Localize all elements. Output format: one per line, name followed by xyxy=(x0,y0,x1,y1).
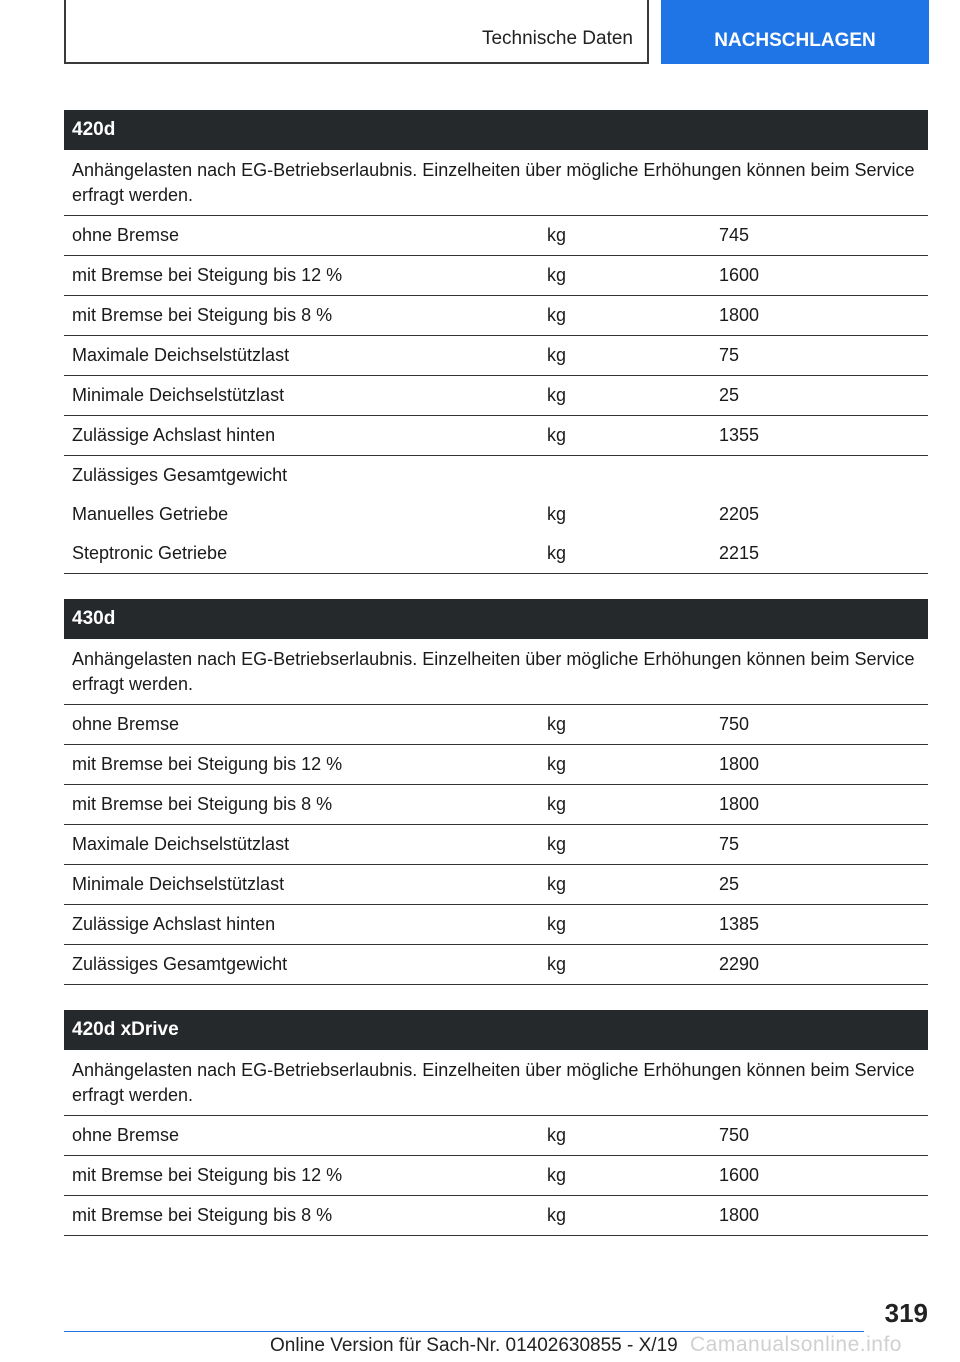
table-row xyxy=(64,1116,928,1156)
footer-divider xyxy=(64,1331,864,1332)
row-value xyxy=(711,456,928,495)
row-unit: kg xyxy=(547,345,567,365)
row-unit: kg xyxy=(547,1165,567,1185)
row-label: mit Bremse bei Steigung bis 12 % xyxy=(72,265,343,285)
row-unit: kg xyxy=(547,794,567,814)
table-row xyxy=(64,1196,928,1236)
table-row xyxy=(64,1156,928,1196)
table-title: 420d xDrive xyxy=(64,1010,928,1050)
table-row xyxy=(64,495,928,534)
row-unit: kg xyxy=(547,305,567,325)
row-unit: kg xyxy=(547,225,567,245)
table-row xyxy=(64,336,928,376)
row-label: mit Bremse bei Steigung bis 12 % xyxy=(72,754,343,774)
row-label: Zulässiges Gesamtgewicht xyxy=(72,465,288,485)
row-value: 2290 xyxy=(719,954,760,974)
row-unit: kg xyxy=(547,385,567,405)
table-intro: Anhängelasten nach EG-Betriebserlaubnis. Einzelheiten über mögliche Erhöhungen können beim Service erfragt werden. xyxy=(64,639,928,705)
table-intro: Anhängelasten nach EG-Betriebserlaubnis. Einzelheiten über mögliche Erhöhungen können beim Service erfragt werden. xyxy=(64,150,928,216)
row-unit: kg xyxy=(547,425,567,445)
row-unit: kg xyxy=(547,504,567,524)
row-value: 750 xyxy=(719,714,750,734)
spec-table-430d xyxy=(64,599,928,985)
table-row xyxy=(64,745,928,785)
online-version-note: Online Version für Sach-Nr. 01402630855 - X/19 xyxy=(270,1335,678,1356)
row-value: 1385 xyxy=(719,914,760,934)
table-row xyxy=(64,296,928,336)
row-unit: kg xyxy=(547,543,567,563)
page-number: 319 xyxy=(884,1298,928,1328)
row-unit: kg xyxy=(547,954,567,974)
watermark-logo: Camanualsonline.info xyxy=(690,1333,902,1356)
row-unit: kg xyxy=(547,265,567,285)
table-row xyxy=(64,945,928,985)
table-row xyxy=(64,216,928,256)
row-value: 1355 xyxy=(719,425,760,445)
row-label: ohne Bremse xyxy=(72,225,180,245)
row-unit xyxy=(539,456,711,495)
chapter-title: Technische Daten xyxy=(481,28,633,49)
row-label: Minimale Deichselstützlast xyxy=(72,874,285,894)
row-value: 75 xyxy=(719,834,740,854)
table-row xyxy=(64,785,928,825)
table-row xyxy=(64,905,928,945)
row-value: 750 xyxy=(719,1125,750,1145)
row-label: mit Bremse bei Steigung bis 8 % xyxy=(72,1205,333,1225)
row-value: 1800 xyxy=(719,305,760,325)
table-row xyxy=(64,416,928,456)
row-value: 745 xyxy=(719,225,750,245)
spec-table-420d xyxy=(64,110,928,574)
row-label: mit Bremse bei Steigung bis 8 % xyxy=(72,305,333,325)
row-value: 75 xyxy=(719,345,740,365)
row-unit: kg xyxy=(547,914,567,934)
row-value: 1800 xyxy=(719,1205,760,1225)
row-label: Zulässiges Gesamtgewicht xyxy=(72,954,288,974)
row-unit: kg xyxy=(547,1205,567,1225)
row-unit: kg xyxy=(547,754,567,774)
row-label: Manuelles Getriebe xyxy=(72,504,229,524)
row-value: 2215 xyxy=(719,543,760,563)
chapter-header xyxy=(64,0,649,64)
row-label: Steptronic Getriebe xyxy=(72,543,228,563)
row-label: ohne Bremse xyxy=(72,1125,180,1145)
table-row xyxy=(64,865,928,905)
row-unit: kg xyxy=(547,834,567,854)
section-tab-label: NACHSCHLAGEN xyxy=(714,30,876,51)
row-label: mit Bremse bei Steigung bis 8 % xyxy=(72,794,333,814)
row-label: Zulässige Achslast hinten xyxy=(72,425,276,445)
table-row xyxy=(64,256,928,296)
row-value: 1800 xyxy=(719,754,760,774)
row-label: ohne Bremse xyxy=(72,714,180,734)
row-label: Zulässige Achslast hinten xyxy=(72,914,276,934)
row-value: 2205 xyxy=(719,504,760,524)
table-row xyxy=(64,376,928,416)
table-title: 420d xyxy=(64,110,928,150)
table-row xyxy=(64,534,928,574)
section-tab[interactable] xyxy=(661,0,929,64)
row-label: Minimale Deichselstützlast xyxy=(72,385,285,405)
row-value: 25 xyxy=(719,385,740,405)
row-value: 25 xyxy=(719,874,740,894)
row-unit: kg xyxy=(547,1125,567,1145)
table-row xyxy=(64,705,928,745)
table-row xyxy=(64,825,928,865)
row-unit: kg xyxy=(547,874,567,894)
row-unit: kg xyxy=(547,714,567,734)
row-value: 1800 xyxy=(719,794,760,814)
row-label: mit Bremse bei Steigung bis 12 % xyxy=(72,1165,343,1185)
row-label: Maximale Deichselstützlast xyxy=(72,345,290,365)
table-row xyxy=(64,456,928,495)
row-label: Maximale Deichselstützlast xyxy=(72,834,290,854)
row-value: 1600 xyxy=(719,1165,760,1185)
row-value: 1600 xyxy=(719,265,760,285)
table-intro: Anhängelasten nach EG-Betriebserlaubnis. Einzelheiten über mögliche Erhöhungen können beim Service erfragt werden. xyxy=(64,1050,928,1116)
spec-table-420d-xdrive xyxy=(64,1010,928,1236)
table-title: 430d xyxy=(64,599,928,639)
